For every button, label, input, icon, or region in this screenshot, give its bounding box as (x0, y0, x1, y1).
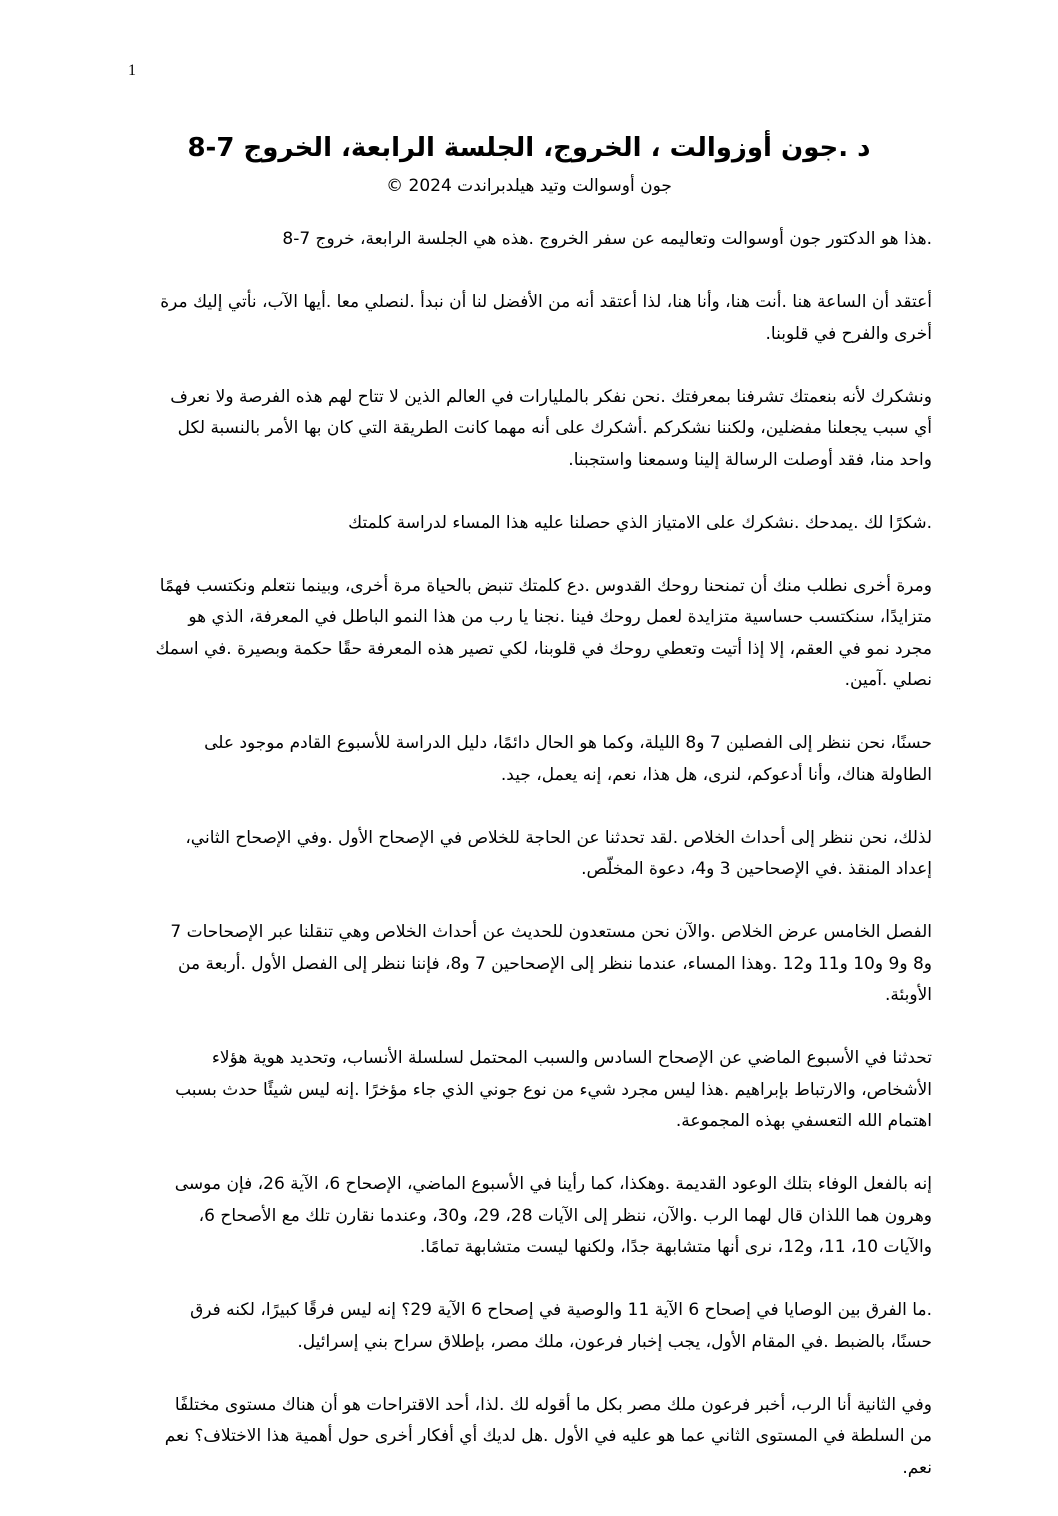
paragraph-5: ومرة أخرى نطلب منك أن تمنحنا روحك القدوس .دع كلمتك تنبض بالحياة مرة أخرى، وبينما نتعلم ونكتسب فهمًا متزايدًا، سنكتسب حساسية متزايدة لعمل روحك فينا .نجنا يا رب من هذا النمو الباطل في المعرفة، الذي هو مجرد نمو في العقم، إلا إذا أتيت وتعطي روحك في قلوبنا، لكي تصير هذه المعرفة حقًا حكمة وبصيرة .في اسمك نصلي .آمين. (155, 575, 932, 690)
paragraph-3: ونشكرك لأنه بنعمتك تشرفنا بمعرفتك .نحن نفكر بالمليارات في العالم الذين لا تتاح لهم هذه الفرصة ولا نعرف أي سبب يجعلنا مفضلين، ولكننا نشكركم .أشكرك على أنه مهما كانت الطريقة التي كان بها الأمر بالنسبة لكل واحد منا، فقد أوصلت الرسالة إلينا وسمعنا واستجبنا. (170, 386, 932, 470)
paragraph-7: لذلك، نحن ننظر إلى أحداث الخلاص .لقد تحدثنا عن الحاجة للخلاص في الإصحاح الأول .وفي الإصحاح الثاني، إعداد المنقذ .في الإصحاحين 3 و4، دعوة المخلّص. (185, 827, 932, 879)
paragraph-4: .شكرًا لك .يمدحك .نشكرك على الامتياز الذي حصلنا عليه هذا المساء لدراسة كلمتك (348, 512, 932, 533)
paragraph-9: تحدثنا في الأسبوع الماضي عن الإصحاح السادس والسبب المحتمل لسلسلة الأنساب، وتحديد هوية هؤلاء الأشخاص، والارتباط بإبراهيم .هذا ليس مجرد شيء من نوع جوني الذي جاء مؤخرًا .إنه ليس شيئًا حدث بسبب اهتمام الله التعسفي بهذه المجموعة. (175, 1048, 932, 1131)
document-title: د .جون أوزوالت ، الخروج، الجلسة الرابعة، الخروج 7-8 (187, 133, 871, 163)
page-number: 1 (128, 62, 136, 79)
paragraph-10: إنه بالفعل الوفاء بتلك الوعود القديمة .وهكذا، كما رأينا في الأسبوع الماضي، الإصحاح 6، الآية 26، فإن موسى وهرون هما اللذان قال لهما الرب .والآن، ننظر إلى الآيات 28، 29، و30، وعندما نقارن تلك مع الأصحاح 6، والآيات 10، 11، و12، نرى أنها متشابهة جدًا، ولكنها ليست متشابهة تمامًا. (174, 1174, 932, 1257)
paragraph-2: أعتقد أن الساعة هنا .أنت هنا، وأنا هنا، لذا أعتقد أنه من الأفضل لنا أن نبدأ .لنصلي معا .أيها الآب، نأتي إليك مرة أخرى والفرح في قلوبنا. (160, 292, 932, 344)
paragraph-12: وفي الثانية أنا الرب، أخبر فرعون ملك مصر بكل ما أقوله لك .لذا، أحد الاقتراحات هو أن هناك مستوى مختلفًا من السلطة في المستوى الثاني عما هو عليه في الأول .هل لديك أي أفكار أخرى حول أهمية هذا الاختلاف؟ نعم نعم. (164, 1394, 932, 1478)
paragraph-8: الفصل الخامس عرض الخلاص .والآن نحن مستعدون للحديث عن أحداث الخلاص وهي تنقلنا عبر الإصحاحات 7 و8 و9 و10 و11 و12 .وهذا المساء، عندما ننظر إلى الإصحاحين 7 و8، فإننا ننظر إلى الفصل الأول .أربعة من الأوبئة. (170, 922, 932, 1005)
paragraph-1: .هذا هو الدكتور جون أوسوالت وتعاليمه عن سفر الخروج .هذه هي الجلسة الرابعة، خروج 7-8 (282, 229, 932, 249)
document-body (150, 224, 932, 1516)
copyright-line: جون أوسوالت وتيد هيلدبراندت 2024 © (386, 176, 672, 196)
paragraph-6: حسنًا، نحن ننظر إلى الفصلين 7 و8 الليلة، وكما هو الحال دائمًا، دليل الدراسة للأسبوع القادم موجود على الطاولة هناك، وأنا أدعوكم، لنرى، هل هذا، نعم، إنه يعمل، جيد. (204, 733, 932, 785)
paragraph-11: .ما الفرق بين الوصايا في إصحاح 6 الآية 11 والوصية في إصحاح 6 الآية 29؟ إنه ليس فرقًا كبيرًا، لكنه فرق حسنًا، بالضبط .في المقام الأول، يجب إخبار فرعون، ملك مصر، بإطلاق سراح بني إسرائيل. (190, 1300, 932, 1352)
